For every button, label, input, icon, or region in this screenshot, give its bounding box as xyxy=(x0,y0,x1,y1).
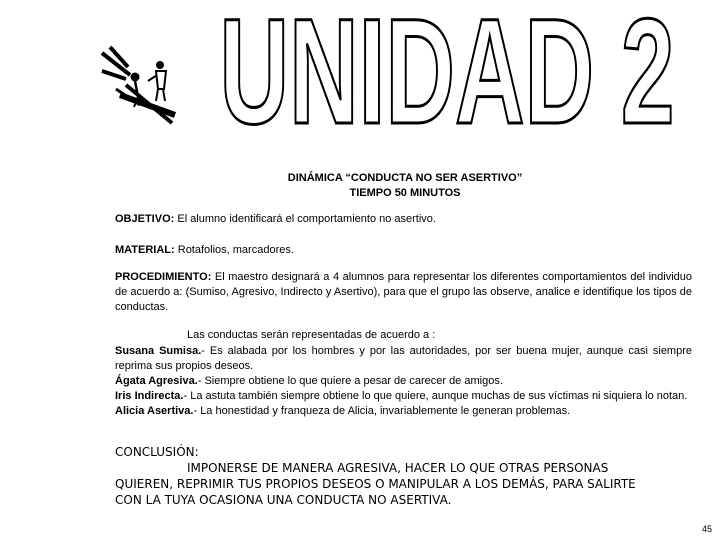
objective-paragraph xyxy=(115,212,692,227)
list-item xyxy=(115,374,692,389)
character-name: Alicia Asertiva. xyxy=(115,405,194,417)
svg-text:UNIDAD 2: UNIDAD 2 xyxy=(219,10,675,135)
material-text: Rotafolios, marcadores. xyxy=(174,244,294,256)
dynamic-title: DINÁMICA “CONDUCTA NO SER ASERTIVO” xyxy=(287,172,523,184)
list-item xyxy=(115,344,692,374)
conclusion-label: CONCLUSIÓN: xyxy=(115,445,199,459)
objective-label: OBJETIVO: xyxy=(115,213,175,225)
procedure-label: PROCEDIMIENTO: xyxy=(115,271,212,283)
material-label: MATERIAL: xyxy=(115,244,175,256)
character-description: - La astuta también siempre obtiene lo que quiere, aunque muchas de sus víctimas ni siquiera lo notan. xyxy=(183,390,688,402)
material-paragraph xyxy=(115,243,692,258)
conclusion-line-1: IMPONERSE DE MANERA AGRESIVA, HACER LO QUE OTRAS PERSONAS xyxy=(187,461,609,475)
character-description: - Es alabada por los hombres y por las autoridades, por ser buena mujer, aunque casi siempre reprima sus propios deseos. xyxy=(115,345,692,372)
conclusion-line-3: CON LA TUYA OCASIONA UNA CONDUCTA NO ASERTIVA. xyxy=(115,493,452,507)
conclusion-line-2: QUIEREN, REPRIMIR TUS PROPIOS DESEOS O MANIPULAR A LOS DEMÁS, PARA SALIRTE xyxy=(115,477,636,491)
objective-text: El alumno identificará el comportamiento no asertivo. xyxy=(174,213,436,225)
character-name: Susana Sumisa. xyxy=(115,345,202,357)
list-item xyxy=(115,404,692,419)
character-description: - Siempre obtiene lo que quiere a pesar de carecer de amigos. xyxy=(197,375,503,387)
unit-title xyxy=(212,10,682,135)
character-name: Ágata Agresiva. xyxy=(115,375,198,387)
character-description: - La honestidad y franqueza de Alicia, invariablemente le generan problemas. xyxy=(193,405,571,417)
procedure-paragraph xyxy=(115,270,692,315)
dynamic-time: TIEMPO 50 MINUTOS xyxy=(349,187,461,199)
dynamic-title-block xyxy=(230,171,580,201)
characters-list xyxy=(115,344,692,419)
figures-clipart-icon xyxy=(100,45,180,125)
character-name: Iris Indirecta. xyxy=(115,390,184,402)
list-item xyxy=(115,389,692,404)
conducts-intro: Las conductas serán representadas de acuerdo a : xyxy=(187,329,436,341)
procedure-text: El maestro designará a 4 alumnos para representar los diferentes comportamientos del individuo de acuerdo a: (Sumiso, Agresivo, Indirecto y Asertivo), para que el grupo las observe, analice e identifique los tipos de conductas. xyxy=(115,271,692,313)
page-number: 45 xyxy=(701,524,712,534)
conclusion-block xyxy=(115,444,695,508)
